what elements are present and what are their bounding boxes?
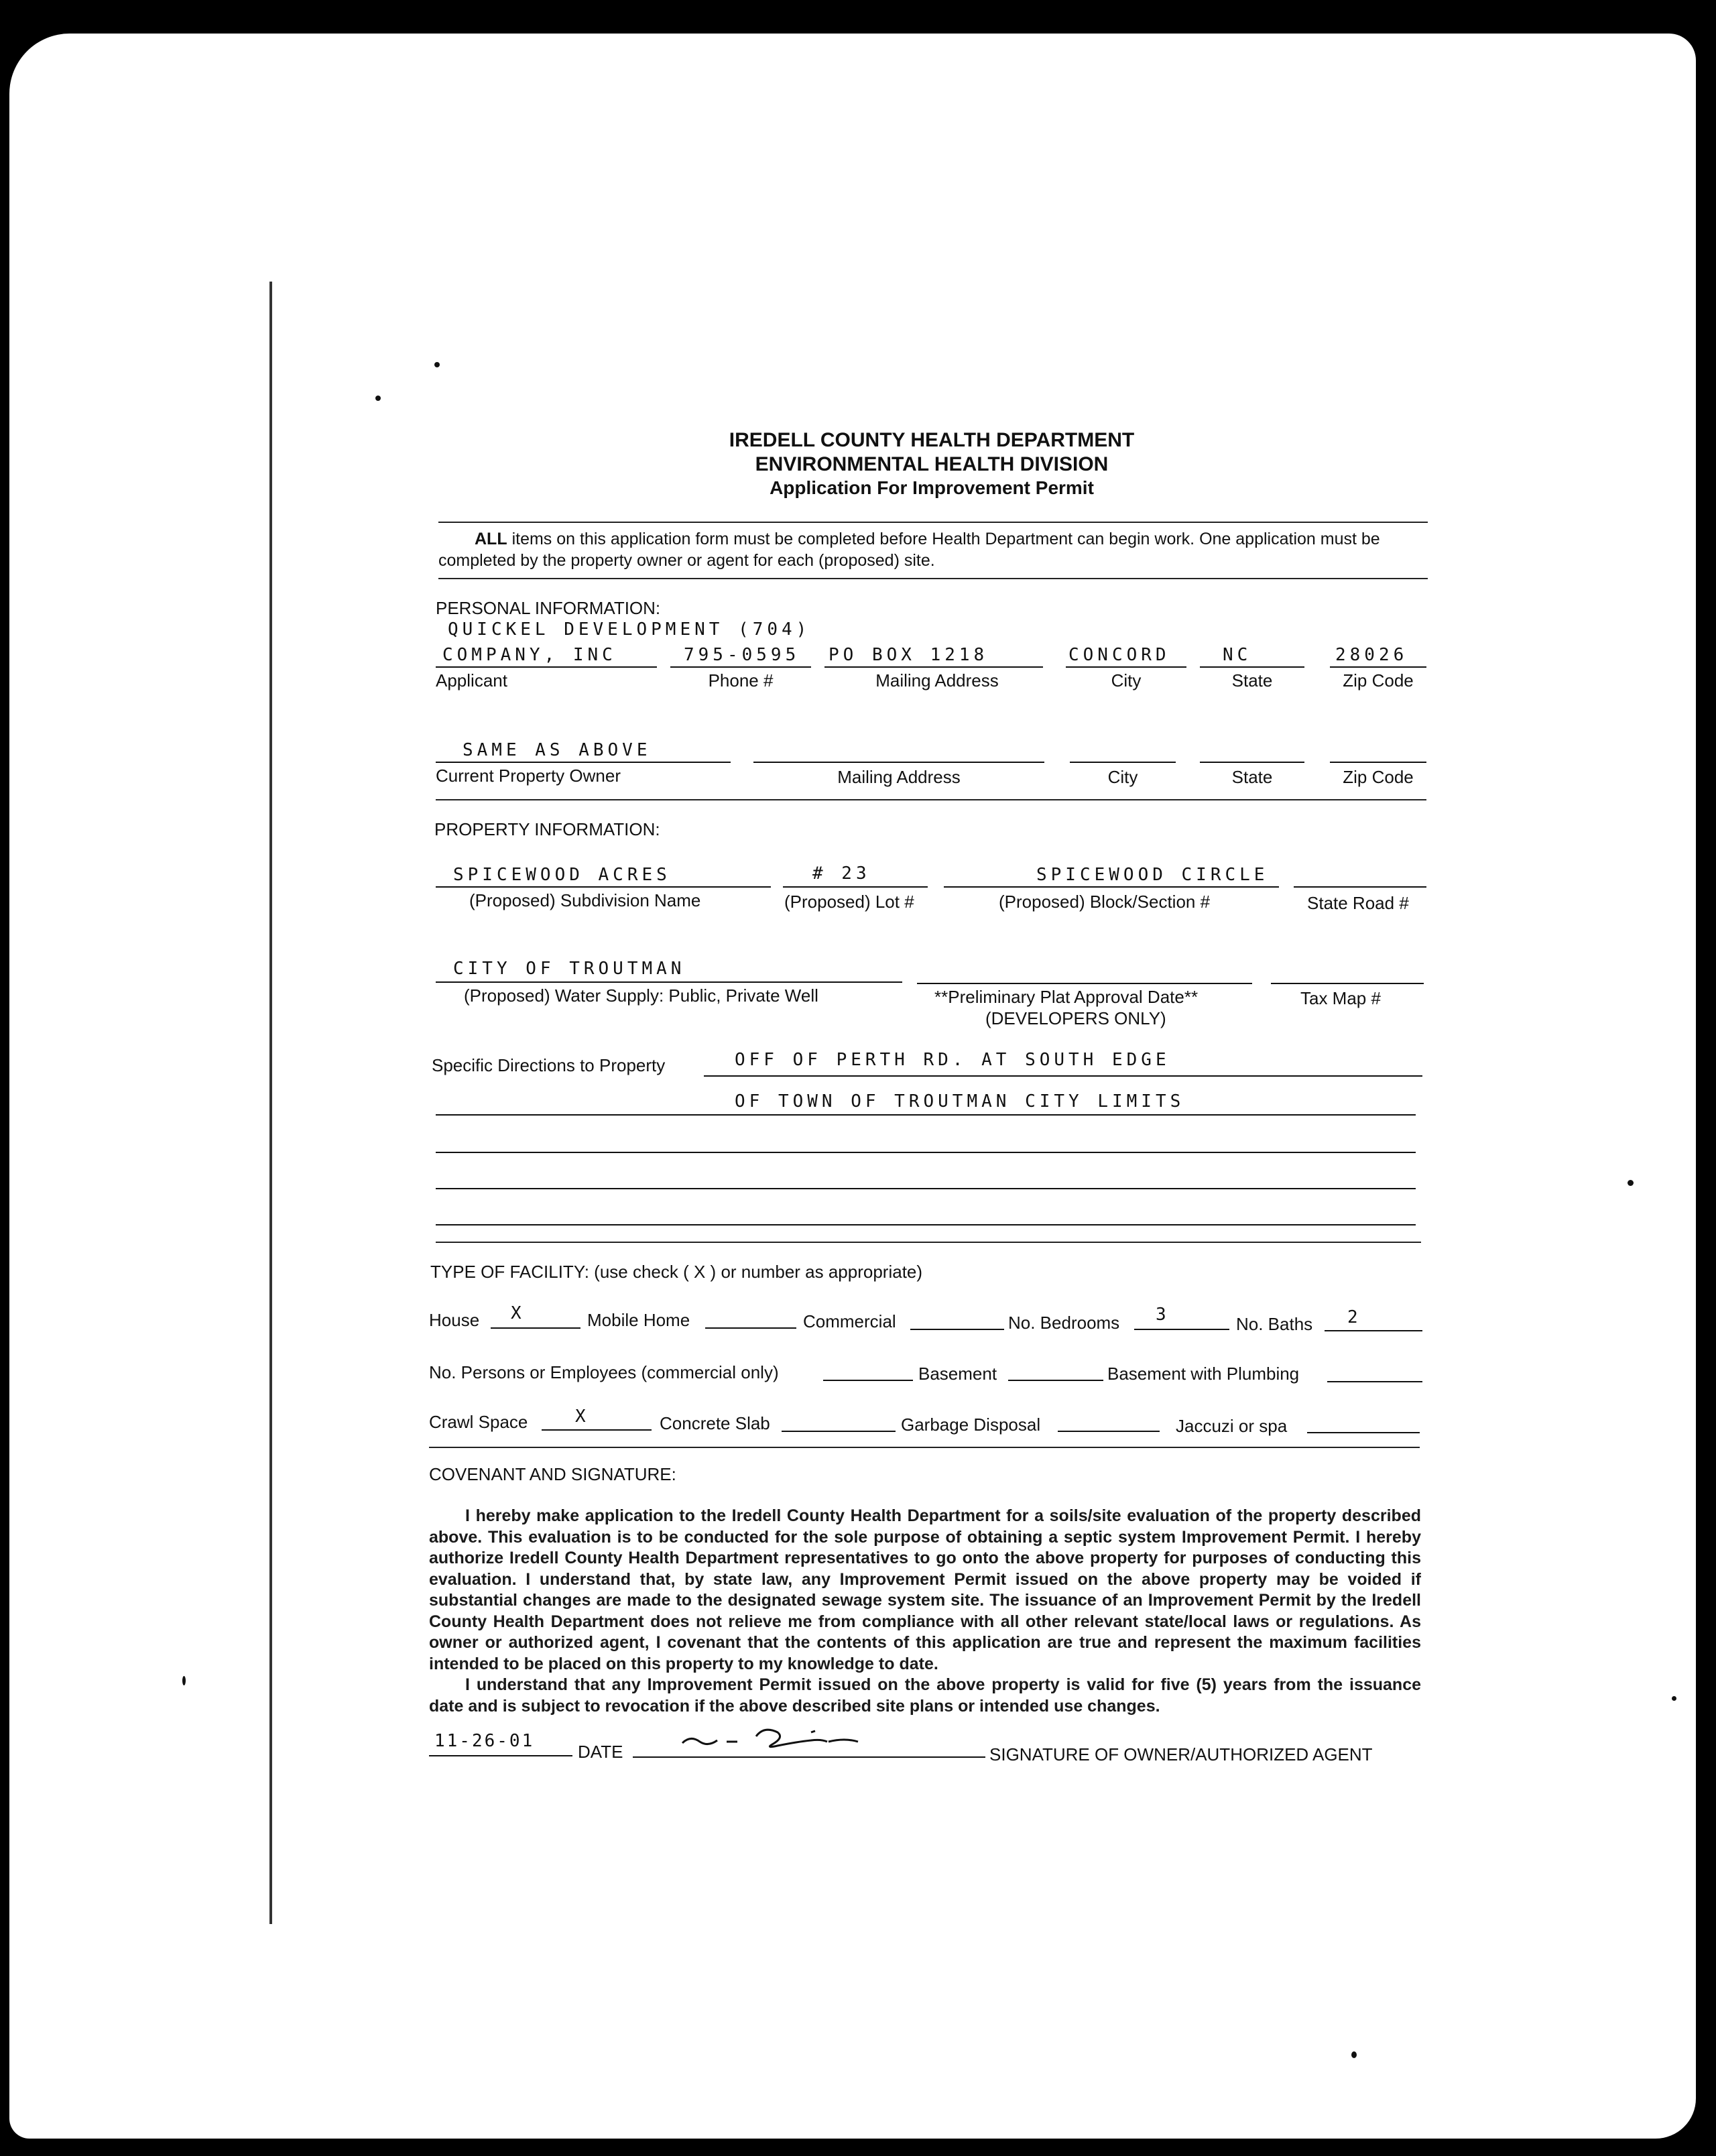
house-label: House xyxy=(429,1310,480,1330)
water-supply-value: CITY OF TROUTMAN xyxy=(453,959,686,979)
directions-line xyxy=(436,1152,1416,1153)
lot-line xyxy=(783,886,928,888)
mobile-line xyxy=(705,1327,796,1329)
intro-bold: ALL xyxy=(475,530,507,548)
divider xyxy=(429,1447,1420,1448)
crawl-space-value: X xyxy=(575,1406,590,1427)
address-line xyxy=(824,666,1043,668)
signature-line xyxy=(633,1756,985,1758)
scan-speck xyxy=(1628,1180,1634,1186)
applicant-line xyxy=(436,666,657,668)
crawl-space-label: Crawl Space xyxy=(429,1412,528,1432)
left-margin-rule xyxy=(269,282,272,1924)
crawl-line xyxy=(542,1429,652,1431)
date-line xyxy=(429,1755,572,1756)
directions-line xyxy=(436,1114,1416,1116)
owner-zip-line xyxy=(1330,762,1426,763)
divider xyxy=(436,1242,1421,1243)
scan-speck xyxy=(434,362,440,367)
basement-line xyxy=(1008,1380,1103,1381)
owner-zip-label: Zip Code xyxy=(1343,767,1414,787)
directions-line xyxy=(436,1188,1416,1189)
plat-line xyxy=(917,983,1252,984)
scan-speck xyxy=(1351,2051,1357,2058)
owner-signature xyxy=(677,1722,878,1755)
subdivision-line xyxy=(436,886,771,888)
mailing-address-value: PO BOX 1218 xyxy=(829,645,989,665)
directions-line xyxy=(704,1075,1422,1077)
phone-label: Phone # xyxy=(708,670,774,691)
subdivision-label: (Proposed) Subdivision Name xyxy=(469,890,701,910)
date-label: DATE xyxy=(578,1742,623,1762)
commercial-line xyxy=(910,1329,1004,1330)
zip-label: Zip Code xyxy=(1343,670,1414,691)
property-heading: PROPERTY INFORMATION: xyxy=(434,819,660,839)
personal-heading: PERSONAL INFORMATION: xyxy=(436,598,661,618)
jacuzzi-label: Jaccuzi or spa xyxy=(1176,1416,1288,1436)
scan-speck xyxy=(1672,1696,1676,1701)
divider xyxy=(436,799,1426,800)
city-value: CONCORD xyxy=(1068,645,1170,665)
divider xyxy=(438,578,1428,579)
basement-plumbing-label: Basement with Plumbing xyxy=(1107,1364,1300,1384)
baths-label: No. Baths xyxy=(1236,1314,1313,1334)
phone-line xyxy=(670,666,811,668)
garbage-disposal-label: Garbage Disposal xyxy=(901,1415,1041,1435)
tax-map-line xyxy=(1271,983,1424,984)
covenant-paragraph-2: I understand that any Improvement Permit issued on the above property is valid for five (5) years from the issuance date and is subject to revocation if the above described site plans or intended use changes. xyxy=(429,1675,1421,1716)
basement-plumbing-line xyxy=(1327,1381,1422,1382)
baths-line xyxy=(1325,1330,1422,1331)
directions-line xyxy=(436,1224,1416,1225)
owner-state-line xyxy=(1200,762,1304,763)
owner-city-label: City xyxy=(1107,767,1138,787)
persons-line xyxy=(823,1380,913,1381)
mailing-address-label: Mailing Address xyxy=(875,670,999,691)
intro-text xyxy=(438,528,1428,571)
facility-heading: TYPE OF FACILITY: (use check ( X ) or number as appropriate) xyxy=(430,1262,923,1282)
owner-state-label: State xyxy=(1231,767,1273,787)
tax-map-label: Tax Map # xyxy=(1300,988,1381,1008)
header-division: ENVIRONMENTAL HEALTH DIVISION xyxy=(755,453,1109,475)
baths-value: 2 xyxy=(1347,1307,1362,1327)
block-label: (Proposed) Block/Section # xyxy=(999,892,1211,912)
owner-label: Current Property Owner xyxy=(436,766,621,786)
lot-label: (Proposed) Lot # xyxy=(784,892,914,912)
mobile-home-label: Mobile Home xyxy=(587,1310,690,1330)
jacuzzi-line xyxy=(1307,1432,1420,1433)
owner-city-line xyxy=(1070,762,1176,763)
bedrooms-label: No. Bedrooms xyxy=(1008,1313,1120,1333)
house-value: X xyxy=(511,1303,526,1323)
owner-value: SAME AS ABOVE xyxy=(463,740,652,760)
state-road-line xyxy=(1294,886,1426,888)
basement-label: Basement xyxy=(918,1364,997,1384)
applicant-value-line2: COMPANY, INC xyxy=(442,645,617,665)
house-line xyxy=(491,1327,580,1329)
city-line xyxy=(1066,666,1186,668)
header-title: IREDELL COUNTY HEALTH DEPARTMENT xyxy=(729,429,1135,451)
header-form-name: Application For Improvement Permit xyxy=(770,477,1094,498)
covenant-paragraph-1: I hereby make application to the Iredell County Health Department for a soils/site evaluation of the property described above. This evaluation is to be conducted for the sole purpose of obtaining a septic system Improvement Permit. I hereby authorize Iredell County Health Department representatives to go onto the above property for purposes of conducting this evaluation. I understand that, by state law, any Improvement Permit issued on the above property may be voided if substantial changes are made to the designated sewage system site. The issuance of an Improvement Permit by the Iredell County Health Department does not relieve me from compliance with all other relevant state/local laws or regulations. As owner or authorized agent, I covenant that the contents of this application are true and represent the maximum facilities intended to be placed on this property to my knowledge to date. xyxy=(429,1506,1421,1673)
state-line xyxy=(1200,666,1304,668)
plat-note: (DEVELOPERS ONLY) xyxy=(985,1008,1166,1028)
concrete-slab-label: Concrete Slab xyxy=(660,1413,770,1433)
scan-speck xyxy=(182,1676,186,1685)
intro-body: items on this application form must be completed before Health Department can begin work. One application must be completed by the property owner or agent for each (proposed) site. xyxy=(438,530,1380,570)
zip-value: 28026 xyxy=(1335,645,1408,665)
owner-address-label: Mailing Address xyxy=(837,767,961,787)
owner-line xyxy=(436,762,731,763)
persons-label: No. Persons or Employees (commercial only) xyxy=(429,1362,779,1382)
water-line xyxy=(436,981,902,983)
slab-line xyxy=(782,1431,896,1432)
date-value: 11-26-01 xyxy=(434,1731,535,1751)
bedrooms-value: 3 xyxy=(1156,1305,1170,1325)
directions-label: Specific Directions to Property xyxy=(432,1055,666,1075)
commercial-label: Commercial xyxy=(803,1311,896,1331)
covenant-heading: COVENANT AND SIGNATURE: xyxy=(429,1464,676,1484)
state-value: NC xyxy=(1223,645,1252,665)
subdivision-value: SPICEWOOD ACRES xyxy=(453,865,671,885)
phone-value: 795-0595 xyxy=(684,645,800,665)
scanned-page xyxy=(9,34,1696,2139)
zip-line xyxy=(1330,666,1426,668)
city-label: City xyxy=(1111,670,1142,691)
signature-label: SIGNATURE OF OWNER/AUTHORIZED AGENT xyxy=(989,1744,1373,1764)
garbage-line xyxy=(1058,1431,1160,1432)
state-road-label: State Road # xyxy=(1307,893,1409,913)
scan-speck xyxy=(375,396,381,401)
lot-value: # 23 xyxy=(812,863,871,884)
directions-value-line1: OFF OF PERTH RD. AT SOUTH EDGE xyxy=(735,1050,1170,1070)
covenant-text xyxy=(429,1506,1421,1717)
applicant-label: Applicant xyxy=(436,670,507,691)
water-supply-label: (Proposed) Water Supply: Public, Private Well xyxy=(464,985,818,1006)
applicant-value-line1: QUICKEL DEVELOPMENT (704) xyxy=(448,619,811,640)
owner-address-line xyxy=(753,762,1044,763)
block-line xyxy=(944,886,1279,888)
divider xyxy=(438,522,1428,523)
state-label: State xyxy=(1231,670,1273,691)
block-value: SPICEWOOD CIRCLE xyxy=(1036,865,1269,885)
directions-value-line2: OF TOWN OF TROUTMAN CITY LIMITS xyxy=(735,1091,1185,1112)
plat-label: **Preliminary Plat Approval Date** xyxy=(934,987,1199,1007)
bedrooms-line xyxy=(1134,1329,1229,1330)
